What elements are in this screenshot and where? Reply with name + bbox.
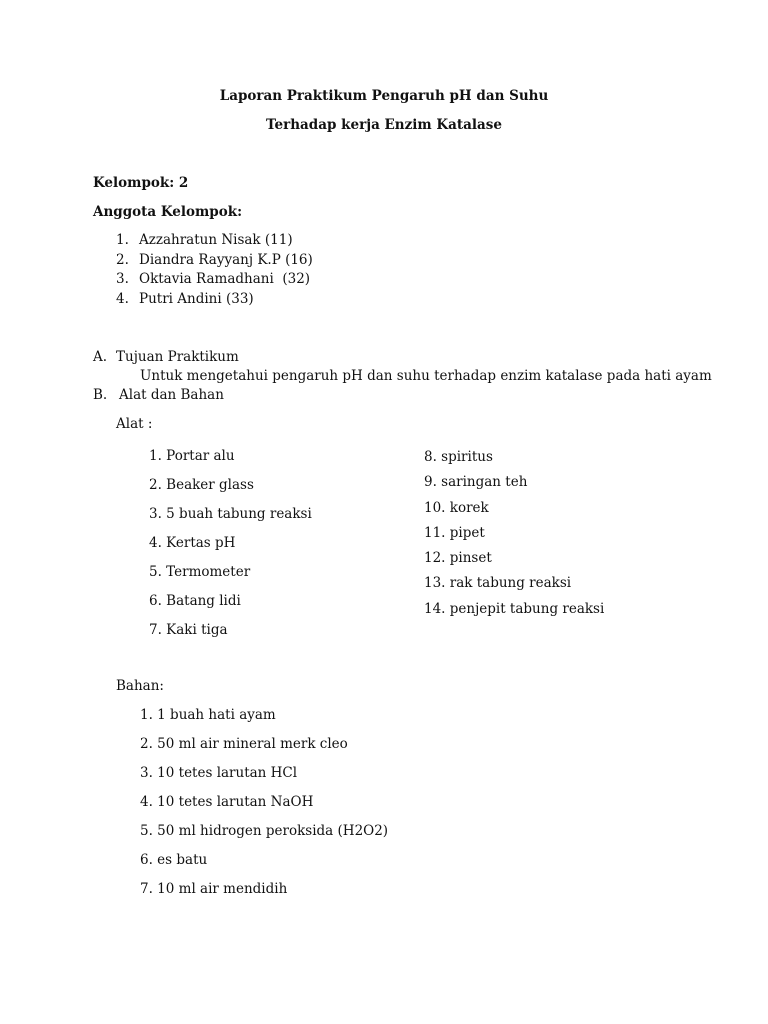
bahan-label: Bahan: (116, 678, 164, 694)
members-heading: Anggota Kelompok: (93, 204, 243, 220)
list-item: 12. pinset (424, 550, 492, 567)
list-item: 2. 50 ml air mineral merk cleo (140, 736, 348, 752)
list-item: 8. spiritus (424, 449, 493, 465)
member-name: Azzahratun Nisak (11) (139, 232, 293, 248)
list-item: 13. rak tabung reaksi (424, 575, 572, 592)
list-item: 7. 10 ml air mendidih (140, 881, 288, 897)
list-item: 2. Beaker glass (149, 477, 254, 493)
document-title-line-1: Laporan Praktikum Pengaruh pH dan Suhu (219, 88, 549, 104)
list-item (116, 270, 313, 290)
list-item: 1. Portar alu (149, 448, 235, 464)
list-item: 4. 10 tetes larutan NaOH (140, 794, 314, 810)
list-item: 14. penjepit tabung reaksi (424, 600, 605, 617)
bahan-list (140, 706, 388, 909)
list-item: 7. Kaki tiga (149, 622, 228, 638)
list-item: 6. es batu (140, 852, 208, 868)
list-item: 11. pipet (424, 524, 485, 541)
list-item-number: 4. (116, 290, 129, 307)
list-item (116, 290, 313, 310)
list-item-number: 2. (116, 251, 129, 268)
section-a-heading: Tujuan Praktikum (116, 349, 239, 365)
alat-list-right (424, 448, 604, 625)
list-item-number: 3. (116, 271, 129, 287)
member-name: Diandra Rayyanj K.P (16) (139, 251, 313, 268)
section-a-text: Untuk mengetahui pengaruh pH dan suhu terhadap enzim katalase pada hati ayam (140, 368, 712, 384)
list-item (116, 231, 313, 251)
section-a-marker: A. (93, 349, 108, 365)
member-name: Putri Andini (33) (139, 290, 254, 307)
member-name: Oktavia Ramadhani (32) (139, 271, 311, 287)
list-item-number: 1. (116, 232, 129, 248)
list-item: 5. Termometer (149, 564, 251, 580)
alat-list-left (149, 447, 312, 650)
list-item: 9. saringan teh (424, 474, 528, 491)
list-item: 5. 50 ml hidrogen peroksida (H2O2) (140, 823, 389, 839)
group-label: Kelompok: 2 (93, 175, 189, 191)
section-b-marker: B. (93, 387, 108, 403)
document-title-line-2: Terhadap kerja Enzim Katalase (266, 117, 502, 133)
list-item: 4. Kertas pH (149, 535, 236, 551)
alat-label: Alat : (116, 416, 153, 432)
list-item: 10. korek (424, 499, 489, 516)
list-item: 6. Batang lidi (149, 593, 241, 609)
list-item: 1. 1 buah hati ayam (140, 707, 276, 723)
list-item: 3. 5 buah tabung reaksi (149, 506, 312, 522)
section-b-heading: Alat dan Bahan (119, 387, 224, 403)
members-list (116, 231, 313, 309)
list-item (116, 251, 313, 271)
list-item: 3. 10 tetes larutan HCl (140, 765, 298, 781)
